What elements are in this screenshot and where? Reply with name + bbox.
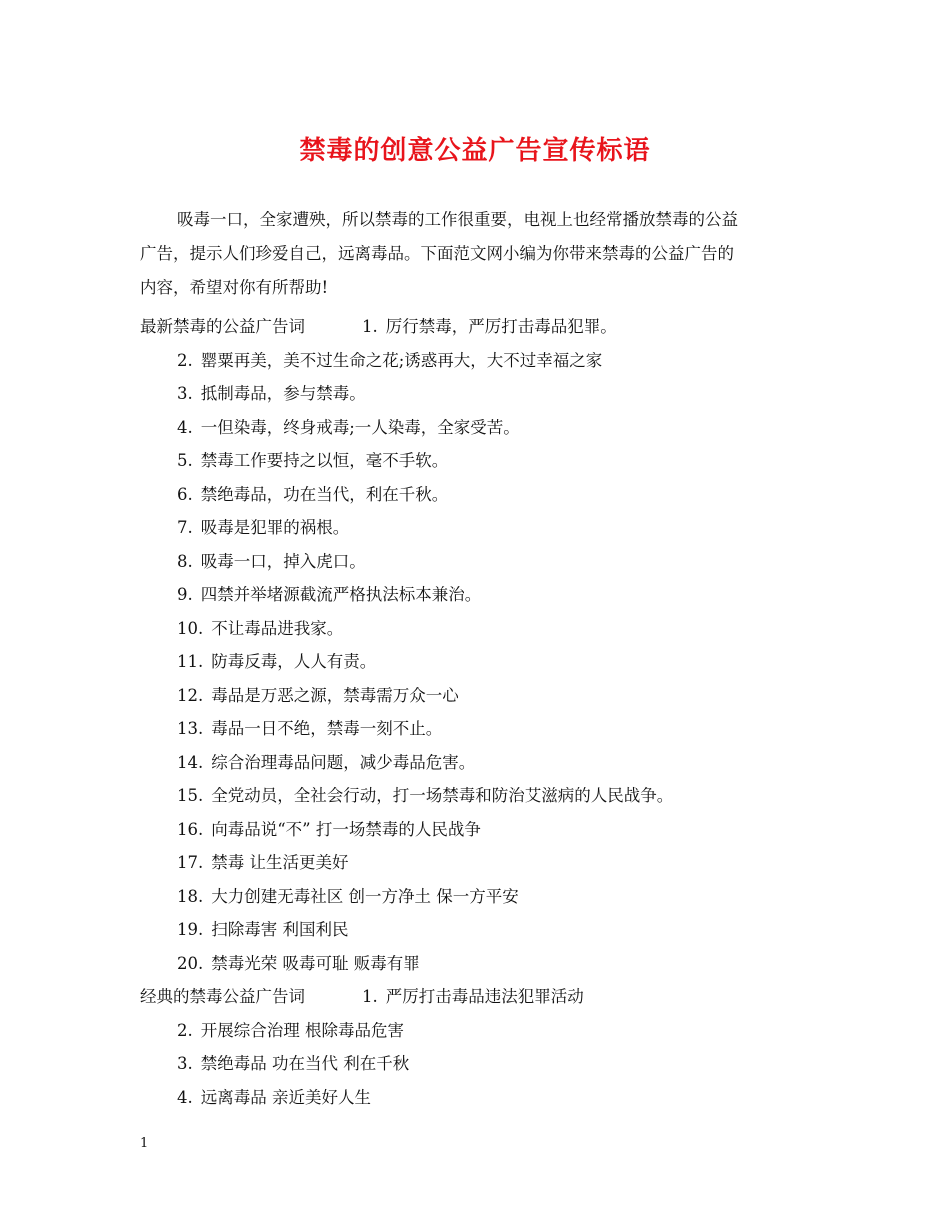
intro-paragraph bbox=[140, 203, 815, 305]
item-number: 3. bbox=[177, 384, 193, 403]
list-item bbox=[140, 1081, 830, 1115]
section-label: 最新禁毒的公益广告词 bbox=[140, 317, 305, 336]
list-item bbox=[140, 511, 830, 545]
list-item bbox=[140, 913, 830, 947]
item-text: 吸毒一口，掉入虎口。 bbox=[200, 551, 366, 571]
item-number: 7. bbox=[177, 518, 193, 537]
item-text: 远离毒品 亲近美好人生 bbox=[200, 1087, 371, 1107]
item-number: 1. bbox=[362, 317, 378, 336]
item-text: 全党动员，全社会行动，打一场禁毒和防治艾滋病的人民战争。 bbox=[211, 786, 674, 805]
item-number: 8. bbox=[177, 551, 193, 571]
item-number: 3. bbox=[177, 1054, 193, 1073]
item-text: 禁绝毒品，功在当代，利在千秋。 bbox=[200, 484, 449, 504]
list-item bbox=[140, 377, 830, 411]
intro-line: 吸毒一口，全家遭殃，所以禁毒的工作很重要，电视上也经常播放禁毒的公益 bbox=[177, 210, 738, 229]
item-text: 大力创建无毒社区 创一方净土 保一方平安 bbox=[211, 886, 519, 906]
item-number: 19. bbox=[177, 920, 204, 939]
item-number: 6. bbox=[177, 484, 193, 504]
item-number: 4. bbox=[177, 1087, 193, 1107]
item-text: 开展综合治理 根除毒品危害 bbox=[200, 1020, 404, 1040]
slogan-list bbox=[140, 310, 830, 1114]
item-number: 18. bbox=[177, 886, 204, 906]
item-number: 5. bbox=[177, 451, 193, 470]
item-text: 禁毒 让生活更美好 bbox=[211, 853, 349, 872]
list-item bbox=[140, 779, 830, 813]
item-text: 禁毒光荣 吸毒可耻 贩毒有罪 bbox=[211, 953, 420, 973]
item-text: 毒品是万恶之源，禁毒需万众一心 bbox=[211, 685, 459, 705]
document-title: 禁毒的创意公益广告宣传标语 bbox=[299, 136, 651, 166]
item-text: 向毒品说“不” 打一场禁毒的人民战争 bbox=[211, 819, 481, 839]
list-item bbox=[140, 880, 830, 914]
item-text: 扫除毒害 利国利民 bbox=[211, 920, 349, 939]
item-text: 综合治理毒品问题，减少毒品危害。 bbox=[211, 752, 476, 772]
list-item bbox=[140, 578, 830, 612]
item-text: 厉行禁毒，严厉打击毒品犯罪。 bbox=[385, 317, 617, 336]
item-number: 11. bbox=[177, 652, 204, 671]
list-item bbox=[140, 1014, 830, 1048]
item-number: 4. bbox=[177, 417, 193, 437]
item-text: 严厉打击毒品违法犯罪活动 bbox=[385, 987, 584, 1006]
intro-line: 内容，希望对你有所帮助! bbox=[140, 278, 329, 297]
item-number: 13. bbox=[177, 719, 204, 738]
item-number: 14. bbox=[177, 752, 204, 772]
item-number: 17. bbox=[177, 853, 204, 872]
section-heading-row bbox=[140, 310, 830, 344]
item-number: 12. bbox=[177, 685, 204, 705]
list-item bbox=[140, 679, 830, 713]
item-number: 2. bbox=[177, 350, 193, 370]
list-item bbox=[140, 344, 830, 378]
list-item bbox=[140, 947, 830, 981]
list-item bbox=[140, 645, 830, 679]
item-text: 禁毒工作要持之以恒，毫不手软。 bbox=[200, 451, 449, 470]
item-number: 15. bbox=[177, 786, 204, 805]
item-number: 16. bbox=[177, 819, 204, 839]
item-number: 20. bbox=[177, 953, 204, 973]
section-label: 经典的禁毒公益广告词 bbox=[140, 987, 305, 1006]
item-text: 吸毒是犯罪的祸根。 bbox=[200, 518, 350, 537]
list-item bbox=[140, 444, 830, 478]
list-item bbox=[140, 545, 830, 579]
item-text: 防毒反毒，人人有责。 bbox=[211, 652, 377, 671]
list-item bbox=[140, 813, 830, 847]
item-number: 2. bbox=[177, 1020, 193, 1040]
list-item bbox=[140, 846, 830, 880]
list-item bbox=[140, 478, 830, 512]
item-text: 不让毒品进我家。 bbox=[211, 618, 344, 638]
item-text: 一但染毒，终身戒毒;一人染毒，全家受苦。 bbox=[200, 417, 520, 437]
item-text: 罂粟再美，美不过生命之花;诱惑再大，大不过幸福之家 bbox=[200, 350, 603, 370]
item-number: 10. bbox=[177, 618, 204, 638]
page-number: 1 bbox=[140, 1136, 149, 1151]
intro-line: 广告，提示人们珍爱自己，远离毒品。下面范文网小编为你带来禁毒的公益广告的 bbox=[140, 244, 734, 263]
item-number: 1. bbox=[362, 987, 378, 1006]
list-item bbox=[140, 612, 830, 646]
item-text: 禁绝毒品 功在当代 利在千秋 bbox=[200, 1054, 410, 1073]
item-text: 四禁并举堵源截流严格执法标本兼治。 bbox=[200, 585, 482, 604]
section-heading-row bbox=[140, 980, 830, 1014]
item-text: 抵制毒品，参与禁毒。 bbox=[200, 384, 366, 403]
list-item bbox=[140, 746, 830, 780]
list-item bbox=[140, 1047, 830, 1081]
item-text: 毒品一日不绝，禁毒一刻不止。 bbox=[211, 719, 443, 738]
list-item bbox=[140, 712, 830, 746]
list-item bbox=[140, 411, 830, 445]
item-number: 9. bbox=[177, 585, 193, 604]
